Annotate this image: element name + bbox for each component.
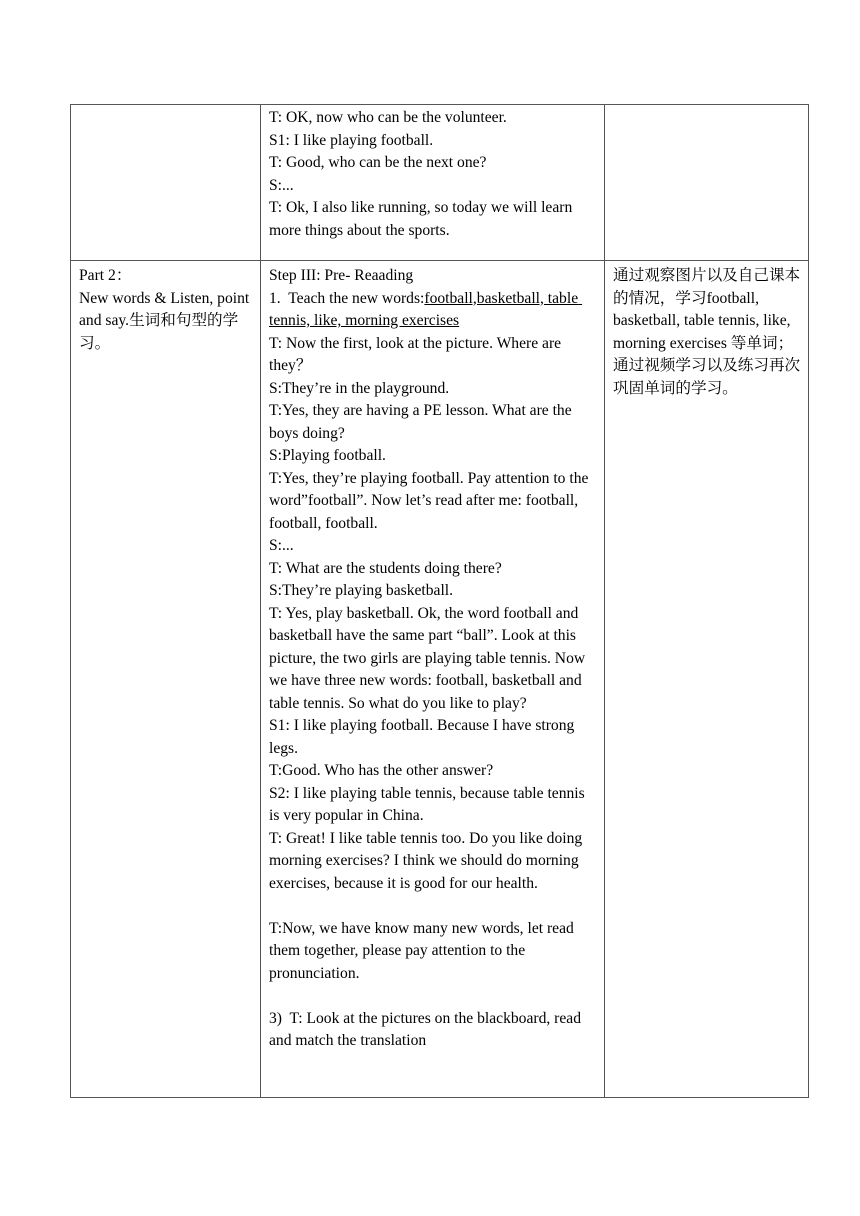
- purpose-cell: [605, 105, 809, 261]
- dialogue-line: S1: I like playing football. Because I have strong legs.: [269, 717, 579, 757]
- teach-words-line: [269, 288, 597, 333]
- dialogue-line: T: OK, now who can be the volunteer.: [269, 109, 507, 126]
- dialogue-line: T:Now, we have know many new words, let read them together, please pay attention to the pronunciation.: [269, 919, 578, 982]
- dialogue-line: S:They’re playing basketball.: [269, 582, 454, 599]
- step-heading: Step III: Pre- Reaading: [269, 267, 414, 284]
- dialogue-line: 3) T: Look at the pictures on the blackboard, read and match the translation: [269, 1009, 585, 1049]
- dialogue-line: S:Playing football.: [269, 447, 386, 464]
- dialogue-line: T:Yes, they’re playing football. Pay attention to the word”football”. Now let’s read after me: football, football, football.: [269, 469, 593, 532]
- activity-cell: [261, 261, 605, 1098]
- teach-words-prefix: 1. Teach the new words:: [269, 289, 425, 307]
- blank-line: [269, 985, 597, 1008]
- dialogue-line: S:...: [269, 537, 294, 554]
- dialogue-line: T: Yes, play basketball. Ok, the word football and basketball have the same part “ball”. Look at this picture, the two girls are playing table tennis. Now we have three new words: football, basketball and table tennis. So what do you like to play?: [269, 604, 590, 712]
- dialogue-line: S1: I like playing football.: [269, 131, 434, 149]
- dialogue-line: T: Great! I like table tennis too. Do you like doing morning exercises? I think we should do morning exercises, because it is good for our health.: [269, 829, 587, 892]
- table-row: [71, 105, 809, 261]
- dialogue-line: T: Good, who can be the next one?: [269, 154, 487, 171]
- dialogue-line: S2: I like playing table tennis, because table tennis is very popular in China.: [269, 784, 589, 824]
- dialogue-line: T:Yes, they are having a PE lesson. What are the boys doing?: [269, 402, 576, 442]
- stage-cell: [71, 105, 261, 261]
- stage-cell: [71, 261, 261, 1098]
- dialogue-line: T: Ok, I also like running, so today we will learn more things about the sports.: [269, 199, 577, 239]
- dialogue-line: S:They’re in the playground.: [269, 379, 450, 397]
- activity-cell: [261, 105, 605, 261]
- table-row: [71, 261, 809, 1098]
- dialogue-line: T: Now the first, look at the picture. Where are they？: [269, 334, 565, 374]
- part-description: New words & Listen, point and say.生词和句型的学习。: [79, 289, 254, 352]
- part-label: Part 2：: [79, 267, 132, 284]
- blank-line: [269, 895, 597, 918]
- dialogue-line: T: What are the students doing there?: [269, 559, 502, 577]
- purpose-cell: [605, 261, 809, 1098]
- purpose-text: 通过观察图片以及自己课本的情况，学习football, basketball, table tennis, like, morning exercises 等单词；通过视频学习以及练习再次巩固单词的学习。: [613, 267, 801, 397]
- lesson-plan-table: [70, 104, 809, 1098]
- dialogue-line: S:...: [269, 176, 294, 194]
- dialogue-line: T:Good. Who has the other answer?: [269, 762, 494, 779]
- teach-words-list: football,basketball, table tennis, like, morning exercises: [269, 289, 583, 329]
